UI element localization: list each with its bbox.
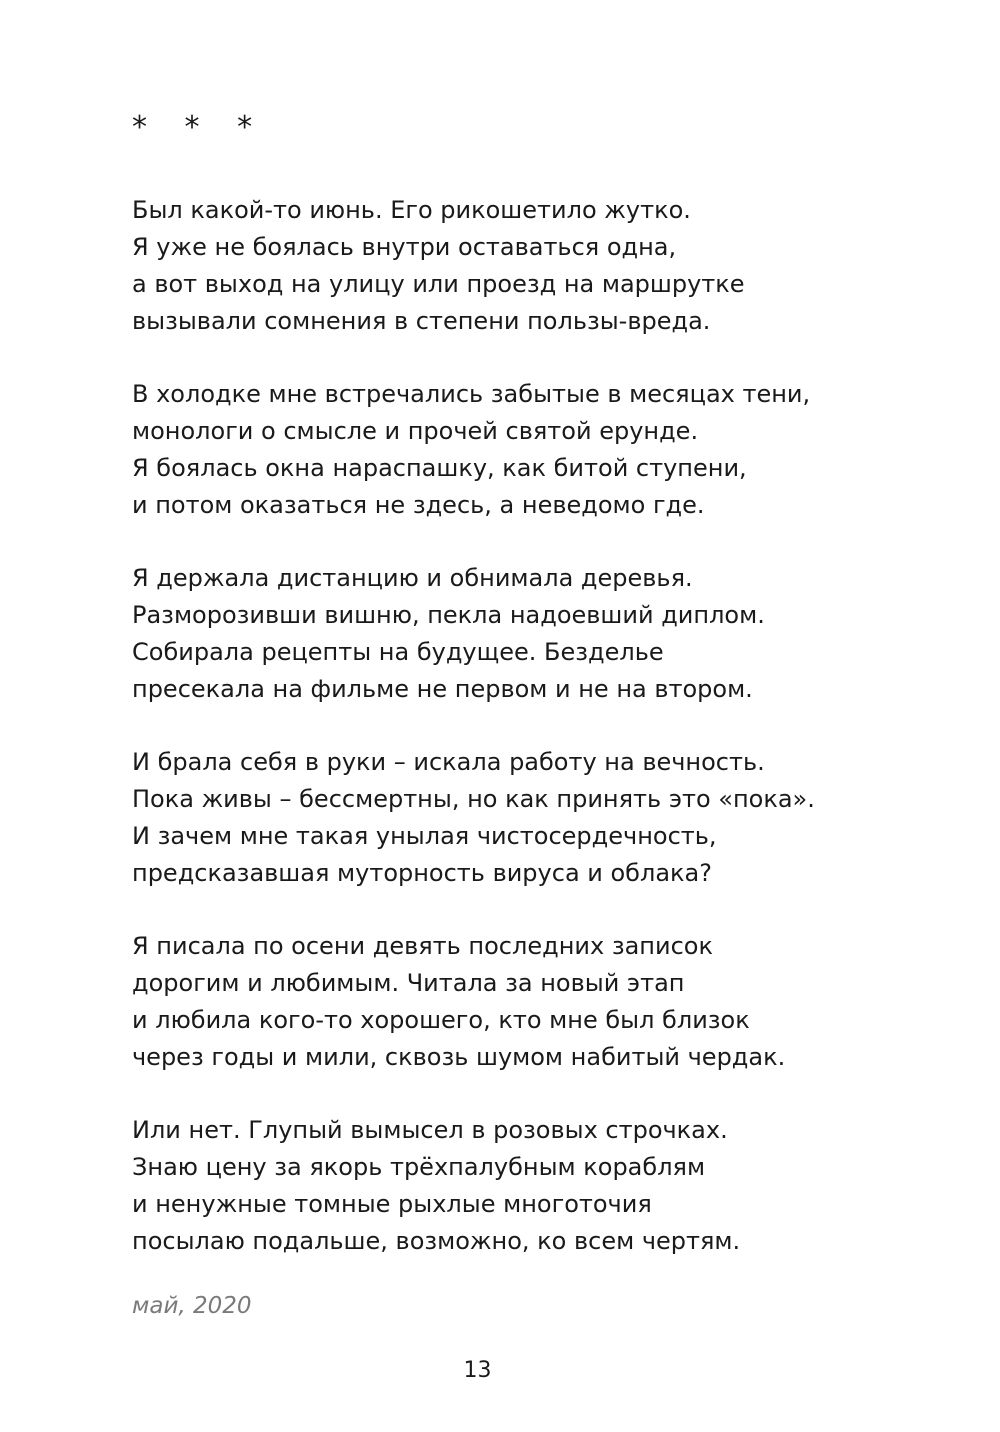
poem-line: Я боялась окна нараспашку, как битой ступени, bbox=[132, 454, 747, 482]
poem-line: И зачем мне такая унылая чистосердечность, bbox=[132, 822, 717, 850]
poem-line: через годы и мили, сквозь шумом набитый чердак. bbox=[132, 1043, 786, 1071]
poem-line: Я держала дистанцию и обнимала деревья. bbox=[132, 564, 693, 592]
poem-line: В холодке мне встречались забытые в месяцах тени, bbox=[132, 380, 811, 408]
stanza bbox=[132, 376, 892, 524]
poem-line: вызывали сомнения в степени пользы-вреда. bbox=[132, 307, 711, 335]
stanza bbox=[132, 1112, 892, 1260]
poem-line: Пока живы – бессмертны, но как принять это «пока». bbox=[132, 785, 815, 813]
poem-line: а вот выход на улицу или проезд на маршрутке bbox=[132, 270, 745, 298]
stanza bbox=[132, 744, 892, 892]
poem-line: Знаю цену за якорь трёхпалубным кораблям bbox=[132, 1153, 706, 1181]
poem-line: Был какой-то июнь. Его рикошетило жутко. bbox=[132, 196, 691, 224]
poem bbox=[132, 192, 892, 1296]
poem-line: И брала себя в руки – искала работу на вечность. bbox=[132, 748, 765, 776]
poem-date: май, 2020 bbox=[132, 1293, 252, 1319]
stanza bbox=[132, 928, 892, 1076]
poem-line: монологи о смысле и прочей святой ерунде. bbox=[132, 417, 699, 445]
section-separator: * * * bbox=[132, 110, 267, 145]
poem-line: Разморозивши вишню, пекла надоевший диплом. bbox=[132, 601, 765, 629]
poem-line: и потом оказаться не здесь, а неведомо где. bbox=[132, 491, 705, 519]
poem-line: Или нет. Глупый вымысел в розовых строчках. bbox=[132, 1116, 728, 1144]
poem-line: предсказавшая муторность вируса и облака? bbox=[132, 859, 712, 887]
stanza bbox=[132, 192, 892, 340]
poem-line: Я уже не боялась внутри оставаться одна, bbox=[132, 233, 677, 261]
page-number: 13 bbox=[463, 1358, 492, 1383]
poem-line: и ненужные томные рыхлые многоточия bbox=[132, 1190, 652, 1218]
poem-line: пресекала на фильме не первом и не на втором. bbox=[132, 675, 753, 703]
poem-line: и любила кого-то хорошего, кто мне был близок bbox=[132, 1006, 750, 1034]
poem-line: Собирала рецепты на будущее. Безделье bbox=[132, 638, 664, 666]
poem-line: посылаю подальше, возможно, ко всем чертям. bbox=[132, 1227, 741, 1255]
stanza bbox=[132, 560, 892, 708]
poem-line: дорогим и любимым. Читала за новый этап bbox=[132, 969, 685, 997]
poem-line: Я писала по осени девять последних записок bbox=[132, 932, 713, 960]
